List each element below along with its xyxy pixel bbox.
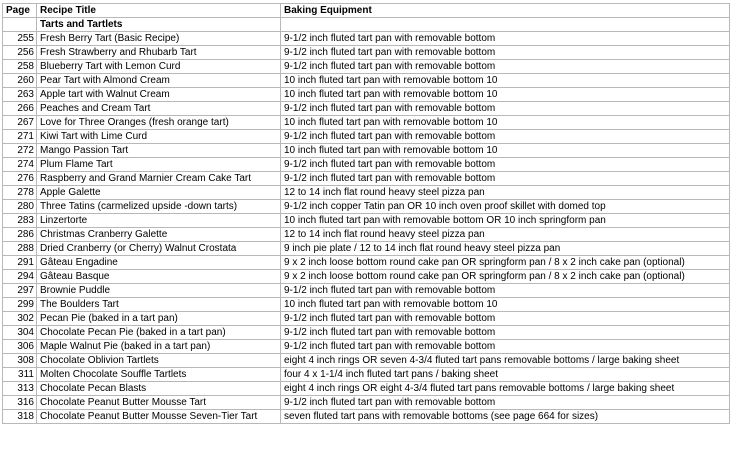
equipment-cell: 9-1/2 inch fluted tart pan with removable bottom — [281, 326, 730, 340]
page-cell: 304 — [3, 326, 37, 340]
table-row — [3, 368, 730, 382]
equipment-cell: 10 inch fluted tart pan with removable bottom 10 — [281, 88, 730, 102]
page-cell: 286 — [3, 228, 37, 242]
equipment-cell: 9-1/2 inch copper Tatin pan OR 10 inch oven proof skillet with domed top — [281, 200, 730, 214]
table-row — [3, 200, 730, 214]
section-title: Tarts and Tartlets — [37, 18, 281, 32]
equipment-cell: 10 inch fluted tart pan with removable bottom OR 10 inch springform pan — [281, 214, 730, 228]
page-cell: 267 — [3, 116, 37, 130]
section-equipment-cell — [281, 18, 730, 32]
equipment-cell: 9-1/2 inch fluted tart pan with removable bottom — [281, 312, 730, 326]
equipment-cell: 10 inch fluted tart pan with removable bottom 10 — [281, 116, 730, 130]
equipment-cell: 9 x 2 inch loose bottom round cake pan OR springform pan / 8 x 2 inch cake pan (optional) — [281, 256, 730, 270]
table-row — [3, 396, 730, 410]
page-cell: 274 — [3, 158, 37, 172]
recipe-title-cell: Fresh Berry Tart (Basic Recipe) — [37, 32, 281, 46]
table-row — [3, 172, 730, 186]
table-row — [3, 298, 730, 312]
header-row — [3, 4, 730, 18]
table-row — [3, 32, 730, 46]
page-cell: 266 — [3, 102, 37, 116]
page-cell: 302 — [3, 312, 37, 326]
page-cell: 297 — [3, 284, 37, 298]
recipe-title-cell: Mango Passion Tart — [37, 144, 281, 158]
recipe-title-cell: Peaches and Cream Tart — [37, 102, 281, 116]
table-row — [3, 130, 730, 144]
recipe-title-cell: Molten Chocolate Souffle Tartlets — [37, 368, 281, 382]
header-page: Page — [3, 4, 37, 18]
table-row — [3, 354, 730, 368]
table-row — [3, 242, 730, 256]
equipment-cell: seven fluted tart pans with removable bottoms (see page 664 for sizes) — [281, 410, 730, 424]
equipment-cell: 10 inch fluted tart pan with removable bottom 10 — [281, 144, 730, 158]
recipe-title-cell: Chocolate Pecan Blasts — [37, 382, 281, 396]
recipe-title-cell: Chocolate Peanut Butter Mousse Seven-Tier Tart — [37, 410, 281, 424]
table-row — [3, 102, 730, 116]
equipment-cell: eight 4 inch rings OR eight 4-3/4 fluted tart pans removable bottoms / large baking sheet — [281, 382, 730, 396]
equipment-cell: 9-1/2 inch fluted tart pan with removable bottom — [281, 46, 730, 60]
equipment-cell: 12 to 14 inch flat round heavy steel pizza pan — [281, 228, 730, 242]
table-row — [3, 46, 730, 60]
equipment-cell: 9 x 2 inch loose bottom round cake pan OR springform pan / 8 x 2 inch cake pan (optional) — [281, 270, 730, 284]
recipe-title-cell: Apple tart with Walnut Cream — [37, 88, 281, 102]
section-row — [3, 18, 730, 32]
table-row — [3, 60, 730, 74]
recipe-title-cell: Pear Tart with Almond Cream — [37, 74, 281, 88]
equipment-cell: 12 to 14 inch flat round heavy steel pizza pan — [281, 186, 730, 200]
recipe-title-cell: Kiwi Tart with Lime Curd — [37, 130, 281, 144]
page-cell: 271 — [3, 130, 37, 144]
page-cell: 283 — [3, 214, 37, 228]
equipment-cell: 9 inch pie plate / 12 to 14 inch flat round heavy steel pizza pan — [281, 242, 730, 256]
equipment-cell: 9-1/2 inch fluted tart pan with removable bottom — [281, 284, 730, 298]
recipe-title-cell: Gâteau Engadine — [37, 256, 281, 270]
table-row — [3, 256, 730, 270]
table-row — [3, 410, 730, 424]
equipment-cell: 9-1/2 inch fluted tart pan with removable bottom — [281, 396, 730, 410]
table-row — [3, 340, 730, 354]
equipment-cell: 9-1/2 inch fluted tart pan with removable bottom — [281, 340, 730, 354]
page-cell: 256 — [3, 46, 37, 60]
recipe-title-cell: The Boulders Tart — [37, 298, 281, 312]
page-cell: 255 — [3, 32, 37, 46]
recipe-title-cell: Chocolate Oblivion Tartlets — [37, 354, 281, 368]
recipe-title-cell: Gâteau Basque — [37, 270, 281, 284]
table-row — [3, 214, 730, 228]
recipe-title-cell: Plum Flame Tart — [37, 158, 281, 172]
table-row — [3, 116, 730, 130]
table-row — [3, 270, 730, 284]
recipe-title-cell: Raspberry and Grand Marnier Cream Cake Tart — [37, 172, 281, 186]
page-cell: 260 — [3, 74, 37, 88]
section-page-cell — [3, 18, 37, 32]
equipment-cell: 10 inch fluted tart pan with removable bottom 10 — [281, 74, 730, 88]
recipe-title-cell: Blueberry Tart with Lemon Curd — [37, 60, 281, 74]
recipe-title-cell: Love for Three Oranges (fresh orange tart) — [37, 116, 281, 130]
header-recipe-title: Recipe Title — [37, 4, 281, 18]
page-cell: 258 — [3, 60, 37, 74]
page-cell: 276 — [3, 172, 37, 186]
equipment-cell: 9-1/2 inch fluted tart pan with removable bottom — [281, 130, 730, 144]
page-cell: 313 — [3, 382, 37, 396]
equipment-cell: 9-1/2 inch fluted tart pan with removable bottom — [281, 102, 730, 116]
table-row — [3, 284, 730, 298]
equipment-cell: 9-1/2 inch fluted tart pan with removable bottom — [281, 158, 730, 172]
page-cell: 294 — [3, 270, 37, 284]
table-row — [3, 186, 730, 200]
recipe-title-cell: Dried Cranberry (or Cherry) Walnut Crostata — [37, 242, 281, 256]
page-cell: 299 — [3, 298, 37, 312]
page-cell: 272 — [3, 144, 37, 158]
table-row — [3, 228, 730, 242]
table-row — [3, 88, 730, 102]
recipe-title-cell: Chocolate Peanut Butter Mousse Tart — [37, 396, 281, 410]
table-row — [3, 312, 730, 326]
page-cell: 311 — [3, 368, 37, 382]
page-cell: 291 — [3, 256, 37, 270]
recipe-title-cell: Apple Galette — [37, 186, 281, 200]
equipment-cell: four 4 x 1-1/4 inch fluted tart pans / baking sheet — [281, 368, 730, 382]
equipment-cell: 9-1/2 inch fluted tart pan with removable bottom — [281, 32, 730, 46]
recipe-title-cell: Linzertorte — [37, 214, 281, 228]
table-row — [3, 326, 730, 340]
table-row — [3, 74, 730, 88]
recipe-title-cell: Maple Walnut Pie (baked in a tart pan) — [37, 340, 281, 354]
recipe-title-cell: Pecan Pie (baked in a tart pan) — [37, 312, 281, 326]
equipment-cell: eight 4 inch rings OR seven 4-3/4 fluted tart pans removable bottoms / large baking sheet — [281, 354, 730, 368]
page-cell: 280 — [3, 200, 37, 214]
recipe-title-cell: Brownie Puddle — [37, 284, 281, 298]
page-cell: 318 — [3, 410, 37, 424]
recipe-title-cell: Christmas Cranberry Galette — [37, 228, 281, 242]
equipment-cell: 9-1/2 inch fluted tart pan with removable bottom — [281, 172, 730, 186]
recipe-equipment-table — [2, 3, 730, 424]
page-cell: 316 — [3, 396, 37, 410]
page-cell: 306 — [3, 340, 37, 354]
page-cell: 288 — [3, 242, 37, 256]
table-row — [3, 382, 730, 396]
header-baking-equipment: Baking Equipment — [281, 4, 730, 18]
table-row — [3, 144, 730, 158]
equipment-cell: 9-1/2 inch fluted tart pan with removable bottom — [281, 60, 730, 74]
table-row — [3, 158, 730, 172]
recipe-title-cell: Chocolate Pecan Pie (baked in a tart pan) — [37, 326, 281, 340]
recipe-title-cell: Three Tatins (carmelized upside -down tarts) — [37, 200, 281, 214]
page-cell: 308 — [3, 354, 37, 368]
page-cell: 278 — [3, 186, 37, 200]
recipe-title-cell: Fresh Strawberry and Rhubarb Tart — [37, 46, 281, 60]
page-cell: 263 — [3, 88, 37, 102]
equipment-cell: 10 inch fluted tart pan with removable bottom 10 — [281, 298, 730, 312]
